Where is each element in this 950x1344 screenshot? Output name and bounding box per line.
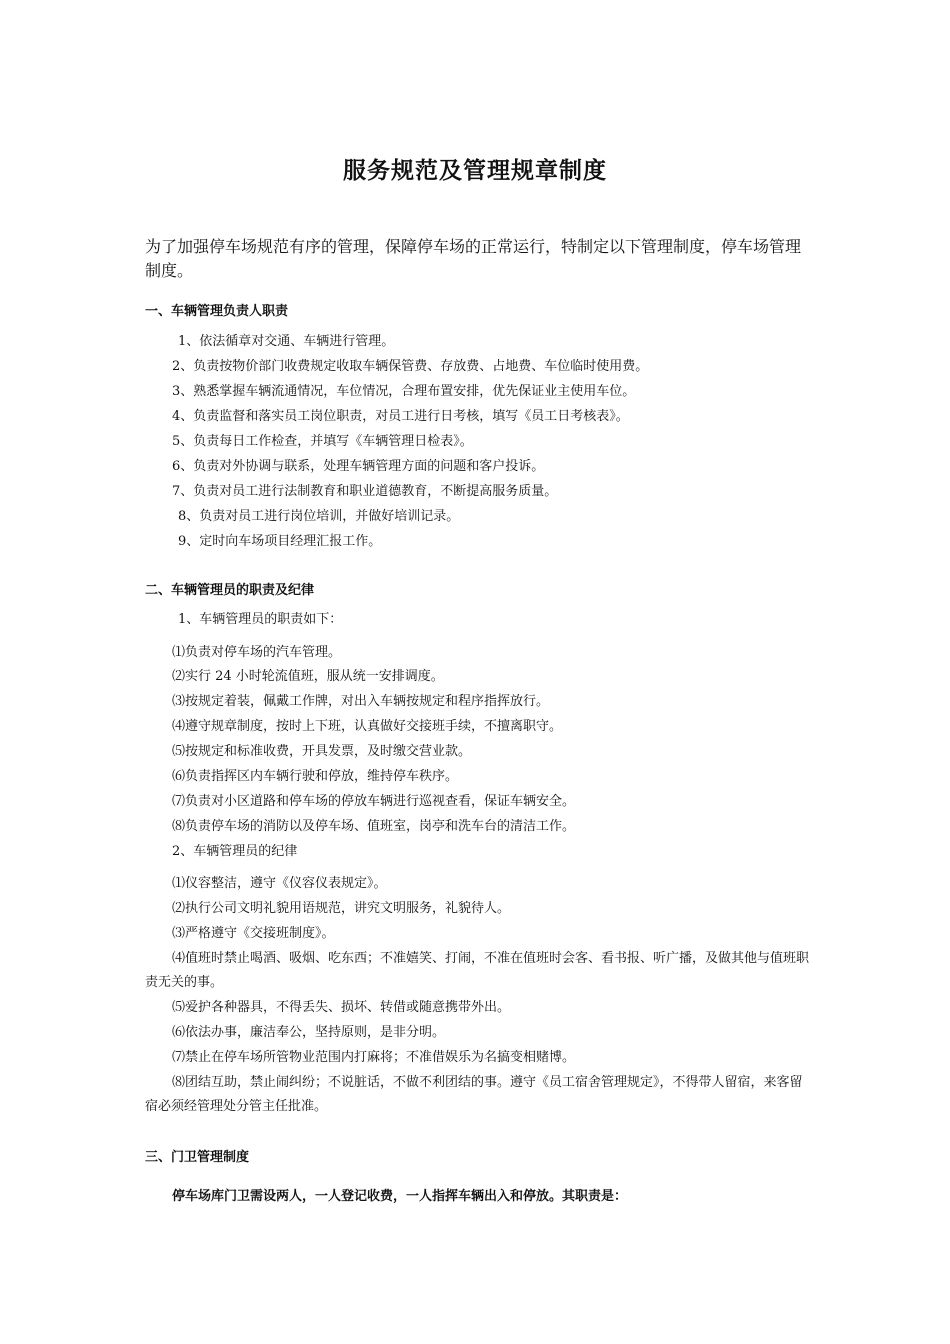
list-item: ⑶按规定着装，佩戴工作牌，对出入车辆按规定和程序指挥放行。 [172, 694, 550, 709]
list-item: ⑺禁止在停车场所管物业范围内打麻将；不准借娱乐为名搞变相赌博。 [172, 1050, 576, 1065]
subsection-heading: 2、车辆管理员的纪律 [172, 844, 298, 859]
list-item: ⑺负责对小区道路和停车场的停放车辆进行巡视查看，保证车辆安全。 [172, 794, 576, 809]
list-item: ⑻负责停车场的消防以及停车场、值班室，岗亭和洗车台的清洁工作。 [172, 819, 576, 834]
list-item: 9、定时向车场项目经理汇报工作。 [178, 534, 382, 549]
list-item: 2、负责按物价部门收费规定收取车辆保管费、存放费、占地费、车位临时使用费。 [172, 359, 649, 374]
list-item: ⑷值班时禁止喝酒、吸烟、吃东西；不准嬉笑、打闹，不准在值班时会客、看书报、听广播，及做其他与值班职责无关的事。 [145, 951, 810, 990]
section-3-lead: 停车场库门卫需设两人，一人登记收费，一人指挥车辆出入和停放。其职责是： [172, 1189, 628, 1204]
list-item: 6、负责对外协调与联系，处理车辆管理方面的问题和客户投诉。 [172, 459, 545, 474]
subsection-heading: 1、车辆管理员的职责如下： [178, 612, 343, 627]
list-item: ⑵执行公司文明礼貌用语规范，讲究文明服务，礼貌待人。 [172, 901, 511, 916]
list-item: 4、负责监督和落实员工岗位职责，对员工进行日考核，填写《员工日考核表》。 [172, 409, 629, 424]
section-1-heading: 一、车辆管理负责人职责 [145, 304, 289, 319]
list-item: ⑶严格遵守《交接班制度》。 [172, 926, 335, 941]
section-3-heading: 三、门卫管理制度 [145, 1150, 250, 1165]
list-item: ⑸按规定和标准收费，开具发票，及时缴交营业款。 [172, 744, 472, 759]
list-item: ⑴负责对停车场的汽车管理。 [172, 645, 342, 660]
list-item: ⑷遵守规章制度，按时上下班，认真做好交接班手续，不擅离职守。 [172, 719, 563, 734]
page-title: 服务规范及管理规章制度 [343, 158, 607, 184]
list-item: ⑸爱护各种器具，不得丢失、损坏、转借或随意携带外出。 [172, 1000, 511, 1015]
list-item: 7、负责对员工进行法制教育和职业道德教育，不断提高服务质量。 [172, 484, 558, 499]
list-item: ⑹依法办事，廉洁奉公，坚持原则，是非分明。 [172, 1025, 446, 1040]
intro-paragraph: 为了加强停车场规范有序的管理，保障停车场的正常运行，特制定以下管理制度，停车场管理制度。 [145, 237, 802, 280]
section-2-heading: 二、车辆管理员的职责及纪律 [145, 583, 315, 598]
list-item: ⑵实行 24 小时轮流值班，服从统一安排调度。 [172, 669, 444, 684]
list-item: ⑴仪容整洁，遵守《仪容仪表规定》。 [172, 876, 387, 891]
list-item: ⑻团结互助，禁止闹纠纷；不说脏话，不做不利团结的事。遵守《员工宿舍管理规定》，不得带人留宿，来客留宿必须经管理处分管主任批准。 [145, 1075, 803, 1114]
list-item: 3、熟悉掌握车辆流通情况，车位情况，合理布置安排，优先保证业主使用车位。 [172, 384, 636, 399]
list-item: 5、负责每日工作检查，并填写《车辆管理日检表》。 [172, 434, 473, 449]
list-item: ⑹负责指挥区内车辆行驶和停放，维持停车秩序。 [172, 769, 459, 784]
list-item: 8、负责对员工进行岗位培训，并做好培训记录。 [178, 509, 460, 524]
list-item: 1、依法循章对交通、车辆进行管理。 [178, 334, 395, 349]
